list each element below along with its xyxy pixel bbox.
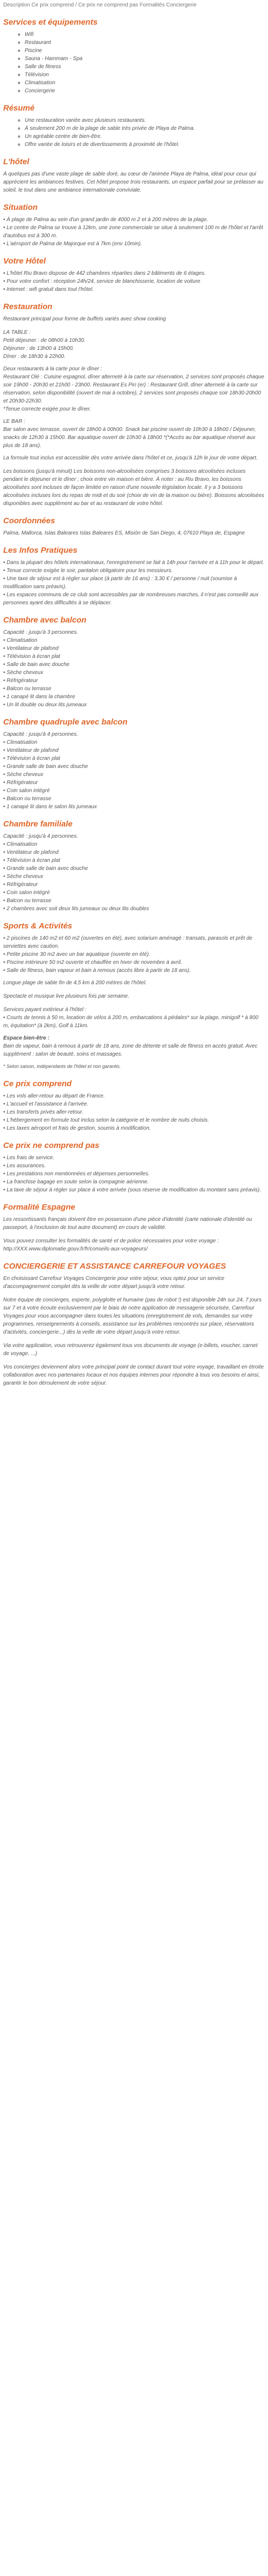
sport-line: • 2 piscines de 140 m2 et 60 m2 (ouvertes en été), avec solarium aménagé : transats, parasols et prêt de serviettes avec caution. — [3, 935, 252, 949]
chambre-quadruple-title: Chambre quadruple avec balcon — [3, 718, 128, 727]
room-feature: • Salle de bain avec douche — [3, 662, 70, 668]
prix-non-title: Ce prix ne comprend pas — [3, 1141, 100, 1150]
table-line: Dîner : de 18h30 à 22h00. — [3, 354, 66, 360]
room-feature: • Balcon ou terrasse — [3, 898, 51, 904]
room-feature: • Balcon ou terrasse — [3, 686, 51, 692]
restauration-intro: Restaurant principal pour forme de buffets variés avec show cooking — [3, 316, 166, 322]
restauration-carte — [3, 365, 265, 413]
prix-line: • Les taxes aéroport et frais de gestion, soumis à modification. — [3, 1125, 151, 1131]
conciergerie-text-4: Vos concierges deviennent alors votre principal point de contact durant tout votre voyage, travaillant en étroite collaboration avec nos partenaires locaux et nos équipes internes pour répondre à tous vos besoins et ainsi, garantir le bon déroulement de votre séjour. — [3, 1364, 264, 1386]
info-line: • Une taxe de séjour est à régler sur place (à partir de 16 ans) : 3,30 € / personne / nuit (soumise à modification sans préavis). — [3, 576, 237, 590]
room-feature: • Sèche cheveux — [3, 772, 43, 778]
sport-line: • Petite piscine 30 m2 avec un bar aquatique (ouverte en été). — [3, 952, 151, 957]
prix-title: Ce prix comprend — [3, 1079, 72, 1088]
service-item: ◦ Salle de fitness — [25, 63, 265, 71]
chambre-familiale-capacity: Capacité : jusqu'à 4 personnes. — [3, 833, 78, 839]
info-line: • Dans la plupart des hôtels internationaux, l'enregistrement se fait à 14h pour l'arrivée et à 11h pour le départ. — [3, 560, 264, 566]
room-feature: • Réfrigérateur — [3, 780, 38, 786]
carte-text: Restaurant Olé : Cuisine espagnol, dîner alterneté à la carte sur réservation, 2 services sont proposés chaque soir 19h00 - 20h30 et 21h00 - 23h00. Restaurant Es Piri (er) : Restaurant Grill, dîner alterneté à la carte sur réservation, selon disponibilité (ouvert de mai à octobre), 2 services sont proposés chaque soir 18h30-20h00 et 20h30-22h30. — [3, 374, 264, 404]
votre-hotel-line: • L'hôtel Riu Bravo dispose de 442 chambres réparties dans 2 bâtiments de 6 étages. — [3, 270, 206, 276]
prix-non-list — [3, 1154, 265, 1194]
table-line: Petit déjeuner : de 08h00 à 10h30. — [3, 338, 86, 343]
room-feature: • Réfrigérateur — [3, 882, 38, 888]
room-feature: • Balcon ou terrasse — [3, 796, 51, 802]
chambre-balcon-title: Chambre avec balcon — [3, 616, 87, 625]
room-feature: • Ventilateur de plafond — [3, 850, 59, 855]
services-title: Services et équipements — [3, 18, 98, 27]
votre-hotel-title: Votre Hôtel — [3, 257, 46, 266]
resume-list — [3, 116, 265, 149]
sport-line: • Piscine intérieure 50 m2 ouverte et chauffée en hiver de novembre à avril. — [3, 960, 182, 965]
hotel-text: À quelques pas d'une vaste plage de sable doré, au cœur de l'animée Playa de Palma, idéal pour ceux qui apprécient les ambiances festives. Cet hôtel propose trois restaurants, un espace parfait pour se prélasser au soleil, le tout dans une ambiance internationale conviviale. — [3, 171, 264, 193]
room-feature: • Ventilateur de plafond — [3, 646, 59, 652]
room-feature: • 1 canapé lit dans la chambre — [3, 694, 76, 700]
service-item: ◦ Sauna - Hammam - Spa — [25, 55, 265, 63]
sports-text — [3, 934, 265, 975]
sports-title: Sports & Activités — [3, 921, 72, 931]
chambre-quadruple-capacity: Capacité : jusqu'à 4 personnes. — [3, 731, 78, 737]
services-payants — [3, 1006, 265, 1030]
espace-bien-etre — [3, 1034, 265, 1058]
service-item: ◦ Télévision — [25, 71, 265, 79]
resume-item: ◦ Offre variée de loisirs et de divertissements à proximité de l'hôtel. — [25, 141, 265, 149]
prix-non-line: • La franchise bagage en soute selon la compagnie aérienne. — [3, 1179, 149, 1185]
spectacle-text: Spectacle et musique live plusieurs fois par semaine. — [3, 993, 130, 999]
resume-item: ◦ Une restauration variée avec plusieurs restaurants. — [25, 116, 265, 125]
coordonnees-text: Palma, Mallorca, Islas Baleares Islas Baleares ES, Misión de San Diego, 4, 07610 Playa de, Espagne — [3, 530, 245, 536]
room-feature: • Ventilateur de plafond — [3, 748, 59, 753]
bar-text: Bar salon avec terrasse, ouvert de 18h00 à 00h00. Snack bar piscine ouvert de 10h30 à 18h00 / Déjeuner, snacks de 12h30 à 15h00. Bar aquatique ouvert de 10h30 à 18h00 *(*Accès au bar aquatique réservé aux plus de 18 ans). — [3, 427, 256, 449]
chambre-balcon-capacity: Capacité : jusqu'à 3 personnes. — [3, 630, 78, 635]
votre-hotel-line: • Internet : wifi gratuit dans tout l'hôtel. — [3, 287, 94, 292]
tab-nav-text[interactable]: Description Ce prix comprend / Ce prix ne comprend pas Formalités Conciergerie — [3, 2, 197, 8]
formule-text: La formule tout inclus est accessible dès votre arrivée dans l'hôtel et ce, jusqu'à 12h le jour de votre départ. — [3, 455, 258, 461]
restauration-title: Restauration — [3, 302, 53, 311]
conciergerie-text-2: Notre équipe de concierges, experte, polyglotte et humaine (pas de robot !) est disponible 24h sur 24, 7 jours sur 7 et à votre écoute exclusivement par le biais de notre application de messagerie sécurisée, Carrefour Voyages pour vous accompagner dans toutes les situations (enregistrement de vols, demandes sur votre programmes, renseignements à conseils, assistance sur les problèmes rencontrés sur place, réservations d'activités, conciergerie...) dès la veille de votre départ jusqu'à votre retour. — [3, 1297, 262, 1335]
service-item: ◦ Climatisation — [25, 79, 265, 87]
info-line: • Les espaces communs de ce club sont accessibles par de nombreuses marches, il n'est pas conseillé aux personnes ayant des difficultés à se déplacer. — [3, 592, 259, 606]
room-feature: • Climatisation — [3, 740, 38, 745]
bar-heading: LE BAR : — [3, 419, 26, 425]
situation-title: Situation — [3, 203, 38, 212]
prix-non-line: • Les prestations non mentionnées et dépenses personnelles. — [3, 1171, 150, 1177]
services-list — [3, 31, 265, 95]
coordonnees-title: Coordonnées — [3, 516, 55, 525]
carte-note: *Tenue correcte exigée pour le dîner. — [3, 406, 91, 412]
prix-line: • Les vols aller-retour au départ de France. — [3, 1093, 105, 1099]
hotel-title: L'hôtel — [3, 157, 29, 166]
votre-hotel-line: • Pour votre confort : réception 24h/24, service de blanchisserie, location de voiture — [3, 279, 200, 284]
espace-text: Bain de vapeur, bain à remous à partir de 18 ans, zone de détente et salle de fitness en accès gratuit. Avec supplément : salon de beauté, soins et massages. — [3, 1043, 258, 1057]
room-feature: • Sèche cheveux — [3, 874, 43, 880]
sports-note: * Selon saison, indépendants de l'hôtel et non garantis. — [3, 1064, 121, 1069]
service-payant-line: • Courts de tennis à 50 m, location de vélos à 200 m, embarcations à pédales* sur la plage, minigolf * à 800 m, équitation* (à 2km), Golf à 11km. — [3, 1015, 258, 1029]
service-item: ◦ Conciergerie — [25, 87, 265, 95]
resume-title: Résumé — [3, 104, 35, 113]
room-feature: • Grande salle de bain avec douche — [3, 866, 88, 872]
room-feature: • Télévision à écran plat — [3, 756, 61, 762]
prix-non-line: • Les assurances. — [3, 1163, 46, 1169]
restauration-bar — [3, 418, 265, 450]
situation-text — [3, 216, 265, 248]
prix-non-line: • La taxe de séjour à régler sur place à votre arrivée (sous réserve de modification du montant sans préavis). — [3, 1187, 261, 1193]
conciergerie-title: CONCIERGERIE ET ASSISTANCE CARREFOUR VOYAGES — [3, 1262, 226, 1271]
formalite-text-1: Les ressortissants français doivent être en possession d'une pièce d'identité (carte nationale d'identité ou passeport, à l'exclusion de tout autre document) en cours de validité. — [3, 1217, 252, 1231]
carte-intro: Deux restaurants à la carte pour le dîner : — [3, 366, 102, 372]
infos-title: Les Infos Pratiques — [3, 546, 78, 555]
resume-item: ◦ Un agréable centre de bien-être. — [25, 133, 265, 141]
room-feature: • Climatisation — [3, 841, 38, 847]
conciergerie-text-1: En choisissant Carrefour Voyages Conciergerie pour votre séjour, vous optez pour un service d'accompagnement complet dès la veille de votre départ jusqu'à votre retour. — [3, 1276, 225, 1290]
prix-line: • L'accueil et l'assistance à l'arrivée. — [3, 1101, 88, 1107]
room-feature: • Climatisation — [3, 638, 38, 643]
votre-hotel-text — [3, 269, 265, 294]
situation-line: • L'aéroport de Palma de Majorque est à 7km (env 10min). — [3, 241, 142, 247]
service-item: ◦ Piscine — [25, 47, 265, 55]
table-heading: LA TABLE : — [3, 330, 31, 335]
chambre-quadruple-list — [3, 738, 265, 811]
situation-line: • Le centre de Palma se trouve à 12km, une zone commerciale se situe à seulement 100 m de l'hôtel et l'arrêt d'autobus est à 300 m. — [3, 225, 263, 239]
room-feature: • Sèche cheveux — [3, 670, 43, 676]
table-line: Déjeuner : de 13h00 à 15h00. — [3, 346, 75, 352]
room-feature: • 1 canapé lit dans le salon lits jumeaux — [3, 804, 97, 810]
prix-non-line: • Les frais de service. — [3, 1155, 55, 1161]
service-item: ◦ Wifi — [25, 31, 265, 39]
chambre-familiale-list — [3, 840, 265, 913]
service-item: ◦ Restaurant — [25, 39, 265, 47]
room-feature: • 2 chambres avec soit deux lits jumeaux ou deux lits doubles — [3, 906, 149, 912]
room-feature: • Télévision à écran plat — [3, 858, 61, 863]
restauration-table — [3, 328, 265, 361]
formalite-text-2[interactable]: Vous pouvez consulter les formalités de santé et de police nécessaires pour votre voyage : http://XXX.www.diplomatie.gouv.fr/fr/conseils-aux-voyageurs/ — [3, 1238, 219, 1252]
room-feature: • Un lit double ou deux lits jumeaux — [3, 702, 87, 708]
conciergerie-text-3: Via votre application, vous retrouverez également tous vos documents de voyage (e-billets, voucher, carnet de voyage, ...) — [3, 1343, 258, 1357]
info-line: • Tenue correcte exigée le soir, pantalon obligatoire pour les messieurs. — [3, 568, 173, 574]
infos-text — [3, 559, 265, 607]
room-feature: • Télévision à écran plat — [3, 654, 61, 660]
prix-line: • L'hébergement en formule tout inclus selon la catégorie et le nombre de nuits choisis. — [3, 1117, 209, 1123]
boissons-text: Les boissons (jusqu'à minuit) Les boissons non-alcoolisées comprises 3 boissons alcoolisées incluses pendant le déjeuner et le dîner ; choix entre vin maison et bière. À noter : au Riu Bravo, les boissons alcoolisées sont incluses de façon limitée en raison d'une nouvelle législation locale. Il y a 3 boissons alcoolisées incluses lors du repas de midi et du soir (choix de vin de la maison ou bière). Boissons alcoolisées disponibles avec supplément au bar et au restaurant de votre hôtel. — [3, 469, 264, 507]
resume-item: ◦ À seulement 200 m de la plage de sable très privée de Playa de Palma. — [25, 125, 265, 133]
formalite-title: Formalité Espagne — [3, 1203, 76, 1212]
room-feature: • Coin salon intégré — [3, 788, 50, 794]
services-payants-heading: Services payant extérieur à l'hôtel : — [3, 1007, 87, 1013]
room-feature: • Coin salon intégré — [3, 890, 50, 896]
prix-line: • Les transferts privés aller-retour. — [3, 1109, 84, 1115]
chambre-balcon-list — [3, 636, 265, 709]
situation-line: • À plage de Palma au sein d'un grand jardin de 4000 m 2 et à 200 mètres de la plage. — [3, 217, 209, 223]
chambre-familiale-title: Chambre familiale — [3, 819, 73, 829]
plage-text: Longue plage de sable fin de 4,5 km à 200 mètres de l'hôtel. — [3, 980, 147, 986]
room-feature: • Réfrigérateur — [3, 678, 38, 684]
prix-list — [3, 1092, 265, 1132]
espace-heading: Espace bien-être : — [3, 1035, 50, 1041]
room-feature: • Grande salle de bain avec douche — [3, 764, 88, 770]
sport-line: • Salle de fitness, bain vapeur et bain à remous (accès libre à partir de 18 ans). — [3, 968, 191, 974]
